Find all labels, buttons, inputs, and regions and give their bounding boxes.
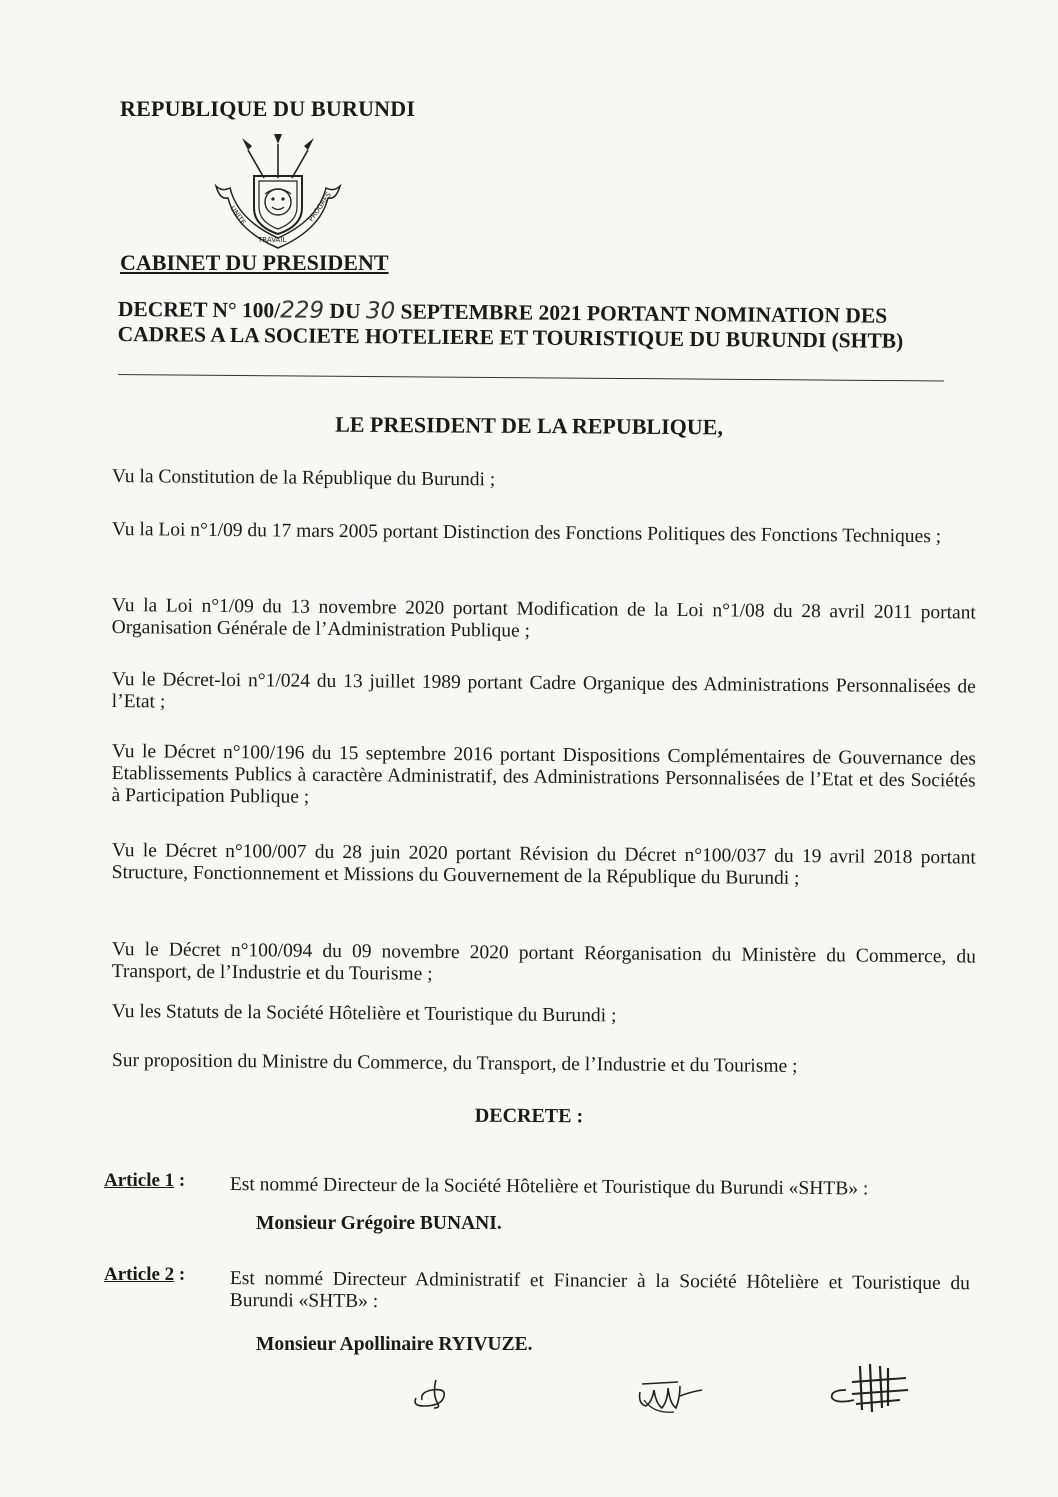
- consideration-5: Vu le Décret n°100/196 du 15 septembre 2016 portant Dispositions Complémentaires de Gouvernance des Etablissements Publics à caractère Administratif, des Administrations Personnalisées de l’Etat et des Sociétés à Participation Publique ;: [111, 741, 976, 808]
- initial-signature-2: [634, 1374, 706, 1416]
- initial-signature-1: [410, 1376, 454, 1412]
- article-2-label-text: Article 2: [104, 1264, 175, 1285]
- article-2-label: [104, 1264, 185, 1286]
- decree-title-du: DU: [324, 298, 367, 324]
- consideration-7: Vu le Décret n°100/094 du 09 novembre 2020 portant Réorganisation du Ministère du Commerce, du Transport, de l’Industrie et du Tourisme ;: [111, 939, 976, 985]
- article-2-colon: :: [174, 1264, 186, 1285]
- article-1-colon: :: [174, 1170, 186, 1191]
- cabinet-heading: CABINET DU PRESIDENT: [120, 250, 389, 275]
- consideration-8: Vu les Statuts de la Société Hôtelière et Touristique du Burundi ;: [111, 1001, 617, 1027]
- decree-title: [118, 297, 988, 355]
- handwritten-initial-icon: [826, 1360, 912, 1416]
- consideration-9: Sur proposition du Ministre du Commerce, du Transport, de l’Industrie et du Tourisme ;: [111, 1050, 798, 1077]
- article-2-appointee: Monsieur Apollinaire RYIVUZE.: [256, 1334, 533, 1355]
- handwritten-decree-number: 229: [280, 297, 325, 324]
- title-divider: [118, 374, 944, 381]
- article-1-label-text: Article 1: [104, 1170, 175, 1191]
- consideration-6: Vu le Décret n°100/007 du 28 juin 2020 portant Révision du Décret n°100/037 du 19 avril 2018 portant Structure, Fonctionnement et Missions du Gouvernement de la République du Burundi ;: [111, 840, 976, 890]
- decree-title-line-2: CADRES A LA SOCIETE HOTELIERE ET TOURISTIQUE DU BURUNDI (SHTB): [117, 321, 904, 353]
- president-heading: LE PRESIDENT DE LA REPUBLIQUE,: [335, 411, 723, 440]
- article-1-appointee: Monsieur Grégoire BUNANI.: [256, 1213, 502, 1234]
- coat-of-arms-icon: [208, 134, 348, 250]
- initial-signature-3: [826, 1360, 912, 1416]
- svg-text:UNITE: UNITE: [228, 204, 248, 227]
- decrete-heading: DECRETE :: [474, 1104, 584, 1128]
- svg-text:PROGRES: PROGRES: [307, 190, 333, 224]
- coat-of-arms-emblem: [208, 134, 348, 250]
- republic-heading: REPUBLIQUE DU BURUNDI: [120, 96, 416, 121]
- consideration-3: Vu la Loi n°1/09 du 13 novembre 2020 portant Modification de la Loi n°1/08 du 28 avril 2011 portant Organisation Générale de l’Administration Publique ;: [111, 595, 976, 642]
- article-1-text: Est nommé Directeur de la Société Hôtelière et Touristique du Burundi «SHTB» :: [229, 1174, 869, 1200]
- article-2-text: Est nommé Directeur Administratif et Financier à la Société Hôtelière et Touristique du Burundi «SHTB» :: [229, 1268, 970, 1313]
- article-1-label: [104, 1170, 185, 1192]
- handwritten-decree-day: 30: [365, 298, 396, 325]
- handwritten-initial-icon: [410, 1376, 454, 1412]
- decree-title-suffix: SEPTEMBRE 2021 PORTANT NOMINATION DES: [395, 299, 888, 328]
- consideration-1: Vu la Constitution de la République du Burundi ;: [111, 466, 496, 491]
- handwritten-initial-icon: [634, 1374, 706, 1416]
- consideration-4: Vu le Décret-loi n°1/024 du 13 juillet 1989 portant Cadre Organique des Administrations Personnalisées de l’Etat ;: [111, 669, 976, 713]
- decree-title-prefix: DECRET N° 100/: [117, 297, 281, 323]
- svg-text:TRAVAIL: TRAVAIL: [258, 236, 287, 244]
- consideration-2: Vu la Loi n°1/09 du 17 mars 2005 portant Distinction des Fonctions Politiques des Fonctions Techniques ;: [111, 519, 942, 548]
